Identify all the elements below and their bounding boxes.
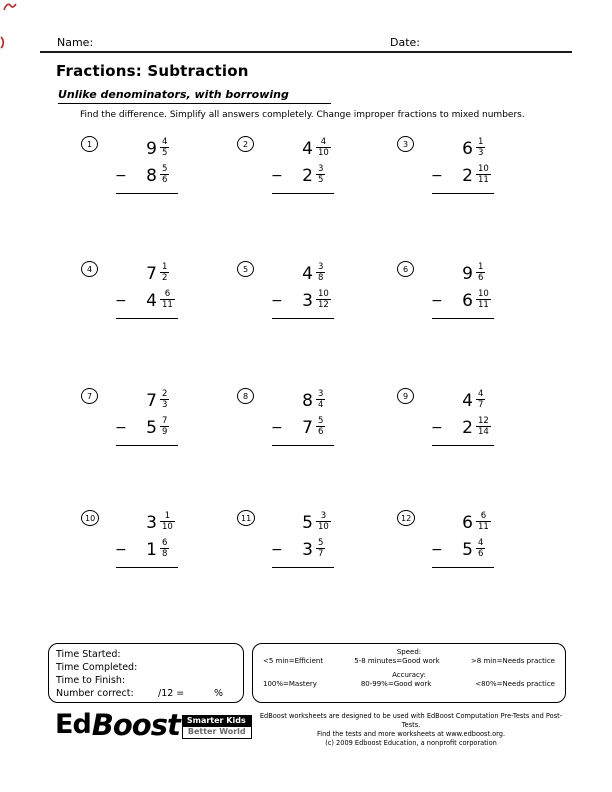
minuend-row xyxy=(115,135,229,162)
minuend-whole-number: 7 xyxy=(146,263,157,284)
minuend-denominator: 8 xyxy=(318,273,324,283)
subtrahend-numerator: 6 xyxy=(162,538,168,548)
minuend-numerator: 1 xyxy=(478,262,484,272)
minuend-row xyxy=(431,509,545,536)
problem-number-badge: 10 xyxy=(81,510,99,526)
answer-line xyxy=(272,318,334,319)
timing-score-box xyxy=(48,643,244,703)
accuracy-label: Accuracy: xyxy=(392,671,426,679)
problem xyxy=(233,258,385,358)
minuend-denominator: 11 xyxy=(478,522,489,532)
subtrahend-denominator: 6 xyxy=(162,175,168,185)
minuend-numerator: 6 xyxy=(476,511,491,522)
subtrahend-denominator: 14 xyxy=(478,427,489,437)
subtrahend-numerator: 6 xyxy=(160,289,175,300)
subtrahend-row xyxy=(271,536,385,563)
time-started-label: Time Started: xyxy=(56,649,121,660)
number-correct-label: Number correct: xyxy=(56,688,134,699)
problem xyxy=(77,133,229,233)
subtrahend-row xyxy=(271,287,385,314)
minuend-numerator: 2 xyxy=(162,389,168,399)
subtrahend-row xyxy=(115,287,229,314)
minuend-denominator: 10 xyxy=(162,522,173,532)
problem-work-area xyxy=(233,133,385,194)
subtrahend-numerator: 4 xyxy=(478,538,484,548)
problem xyxy=(393,133,545,233)
minus-sign: − xyxy=(431,167,443,184)
minuend-denominator: 10 xyxy=(318,522,329,532)
problem-number-badge: 11 xyxy=(237,510,255,526)
footer-note xyxy=(253,712,569,748)
problem-number-badge: 2 xyxy=(237,136,254,152)
minuend-numerator: 3 xyxy=(318,262,324,272)
subtrahend-whole-number: 2 xyxy=(302,165,313,186)
problem-work-area xyxy=(77,258,229,319)
minuend-denominator: 7 xyxy=(478,400,484,410)
answer-line xyxy=(272,193,334,194)
minus-sign: − xyxy=(115,419,127,436)
minuend-whole-number: 4 xyxy=(302,138,313,159)
subtrahend-numerator: 10 xyxy=(478,164,489,174)
answer-line xyxy=(116,193,178,194)
subtrahend-row xyxy=(431,414,545,441)
minuend-whole-number: 6 xyxy=(462,138,473,159)
problem xyxy=(393,385,545,485)
problem-number-badge: 8 xyxy=(237,388,254,404)
minuend-whole-number: 7 xyxy=(146,390,157,411)
minuend-row xyxy=(115,260,229,287)
speed-label: Speed: xyxy=(396,648,422,656)
time-completed-label: Time Completed: xyxy=(56,662,138,673)
minus-sign: − xyxy=(271,419,283,436)
subtrahend-denominator: 6 xyxy=(478,549,484,559)
minuend-fraction xyxy=(160,511,175,532)
answer-line xyxy=(116,445,178,446)
page-title: Fractions: Subtraction xyxy=(56,62,249,80)
minuend-row xyxy=(431,135,545,162)
subtrahend-numerator: 5 xyxy=(162,164,168,174)
subtrahend-whole-number: 4 xyxy=(146,290,157,311)
number-correct-row xyxy=(56,687,237,700)
date-label: Date: xyxy=(390,36,420,49)
name-label: Name: xyxy=(57,36,94,49)
subtrahend-whole-number: 2 xyxy=(462,165,473,186)
problem xyxy=(233,507,385,607)
speed-row xyxy=(263,657,555,666)
subtrahend-whole-number: 5 xyxy=(146,417,157,438)
header-rule xyxy=(40,51,572,53)
subtrahend-fraction xyxy=(476,416,491,437)
minuend-fraction xyxy=(476,389,485,410)
minuend-fraction xyxy=(160,137,169,158)
subtrahend-row xyxy=(115,536,229,563)
subtrahend-whole-number: 5 xyxy=(462,539,473,560)
problem-work-area xyxy=(233,258,385,319)
speed-item-efficient: <5 min=Efficient xyxy=(263,657,324,665)
subtrahend-whole-number: 8 xyxy=(146,165,157,186)
problem xyxy=(233,385,385,485)
logo-boost-text: Boost xyxy=(91,708,180,742)
subtrahend-numerator: 12 xyxy=(478,416,489,426)
problem-work-area xyxy=(393,258,545,319)
time-to-finish-label: Time to Finish: xyxy=(56,675,126,686)
minuend-fraction xyxy=(476,511,491,532)
subtrahend-row xyxy=(431,536,545,563)
subtrahend-row xyxy=(115,162,229,189)
subtrahend-denominator: 6 xyxy=(318,427,324,437)
edboost-logo xyxy=(55,708,252,742)
subtrahend-whole-number: 3 xyxy=(302,290,313,311)
minuend-whole-number: 9 xyxy=(462,263,473,284)
minuend-whole-number: 4 xyxy=(462,390,473,411)
minus-sign: − xyxy=(115,292,127,309)
subtrahend-denominator: 7 xyxy=(318,549,324,559)
problem-number-badge: 9 xyxy=(397,388,414,404)
problem-number-badge: 6 xyxy=(397,261,414,277)
minuend-denominator: 10 xyxy=(318,148,329,158)
subtrahend-whole-number: 1 xyxy=(146,539,157,560)
minuend-whole-number: 9 xyxy=(146,138,157,159)
footer-note-line-1: EdBoost worksheets are designed to be used with EdBoost Computation Pre-Tests and Post-Tests. xyxy=(259,712,563,729)
problem-work-area xyxy=(393,133,545,194)
worksheet-subtitle: Unlike denominators, with borrowing xyxy=(58,88,331,104)
problem xyxy=(393,258,545,358)
subtrahend-denominator: 11 xyxy=(162,300,173,310)
subtrahend-fraction xyxy=(316,538,325,559)
problem-work-area xyxy=(77,385,229,446)
problem xyxy=(393,507,545,607)
subtrahend-whole-number: 2 xyxy=(462,417,473,438)
minuend-fraction xyxy=(160,389,169,410)
subtrahend-denominator: 5 xyxy=(318,175,324,185)
minus-sign: − xyxy=(271,292,283,309)
minus-sign: − xyxy=(271,167,283,184)
subtrahend-numerator: 3 xyxy=(318,164,324,174)
subtrahend-row xyxy=(271,162,385,189)
minuend-whole-number: 3 xyxy=(146,512,157,533)
minuend-numerator: 3 xyxy=(316,511,331,522)
subtrahend-fraction xyxy=(160,289,175,310)
score-fragment: /12 = xyxy=(158,688,185,699)
subtrahend-whole-number: 6 xyxy=(462,290,473,311)
speed-item-needs-practice: >8 min=Needs practice xyxy=(470,657,555,665)
accuracy-item-good-work: 80-99%=Good work xyxy=(360,680,432,688)
answer-line xyxy=(272,445,334,446)
problem-number-badge: 4 xyxy=(81,261,98,277)
minus-sign: − xyxy=(115,541,127,558)
subtrahend-denominator: 8 xyxy=(162,549,168,559)
subtrahend-row xyxy=(115,414,229,441)
problem-number-badge: 7 xyxy=(81,388,98,404)
subtrahend-row xyxy=(431,162,545,189)
minuend-denominator: 6 xyxy=(478,273,484,283)
subtrahend-denominator: 11 xyxy=(478,300,489,310)
logo-ed-text: Ed xyxy=(55,709,91,740)
subtrahend-fraction xyxy=(476,538,485,559)
subtrahend-fraction xyxy=(476,289,491,310)
minuend-fraction xyxy=(476,137,485,158)
minuend-numerator: 1 xyxy=(478,137,484,147)
logo-tagline xyxy=(182,715,252,739)
logo-tagline-top: Smarter Kids xyxy=(182,715,252,727)
subtrahend-numerator: 5 xyxy=(318,538,324,548)
red-pen-mark-left-edge xyxy=(0,36,6,49)
speed-item-good-work: 5-8 minutes=Good work xyxy=(354,657,440,665)
problem-work-area xyxy=(233,507,385,568)
subtrahend-fraction xyxy=(316,289,331,310)
problem-work-area xyxy=(77,507,229,568)
minus-sign: − xyxy=(271,541,283,558)
answer-line xyxy=(432,193,494,194)
minuend-row xyxy=(431,387,545,414)
subtrahend-denominator: 12 xyxy=(318,300,329,310)
minuend-row xyxy=(271,509,385,536)
minuend-fraction xyxy=(316,137,331,158)
minuend-whole-number: 8 xyxy=(302,390,313,411)
minuend-numerator: 1 xyxy=(160,511,175,522)
minuend-row xyxy=(115,387,229,414)
problem xyxy=(77,258,229,358)
minuend-row xyxy=(271,387,385,414)
answer-line xyxy=(116,567,178,568)
answer-line xyxy=(116,318,178,319)
minuend-row xyxy=(271,135,385,162)
subtrahend-fraction xyxy=(476,164,491,185)
minuend-whole-number: 5 xyxy=(302,512,313,533)
problem-number-badge: 12 xyxy=(397,510,415,526)
minuend-fraction xyxy=(316,262,325,283)
subtrahend-fraction xyxy=(316,164,325,185)
minuend-row xyxy=(431,260,545,287)
problem xyxy=(233,133,385,233)
minuend-fraction xyxy=(160,262,169,283)
minuend-denominator: 3 xyxy=(478,148,484,158)
instructions-text: Find the difference. Simplify all answers completely. Change improper fractions to mixed numbers. xyxy=(80,110,525,120)
minuend-fraction xyxy=(316,389,325,410)
minus-sign: − xyxy=(115,167,127,184)
problem-work-area xyxy=(233,385,385,446)
answer-line xyxy=(272,567,334,568)
minuend-fraction xyxy=(476,262,485,283)
minus-sign: − xyxy=(431,541,443,558)
minuend-denominator: 5 xyxy=(162,148,168,158)
minuend-row xyxy=(271,260,385,287)
minuend-denominator: 2 xyxy=(162,273,168,283)
subtrahend-fraction xyxy=(316,416,325,437)
minuend-numerator: 1 xyxy=(162,262,168,272)
minus-sign: − xyxy=(431,419,443,436)
minuend-whole-number: 4 xyxy=(302,263,313,284)
footer-note-line-3: (c) 2009 Edboost Education, a nonprofit corporation xyxy=(325,739,497,747)
subtrahend-numerator: 10 xyxy=(318,289,329,299)
red-pen-mark-top-left xyxy=(3,2,17,13)
minuend-denominator: 4 xyxy=(318,400,324,410)
subtrahend-row xyxy=(271,414,385,441)
minuend-denominator: 3 xyxy=(162,400,168,410)
subtrahend-fraction xyxy=(160,164,169,185)
subtrahend-numerator: 7 xyxy=(162,416,168,426)
accuracy-item-mastery: 100%=Mastery xyxy=(263,680,317,688)
footer-note-line-2: Find the tests and more worksheets at www.edboost.org. xyxy=(316,730,506,738)
answer-line xyxy=(432,567,494,568)
answer-line xyxy=(432,445,494,446)
subtrahend-numerator: 10 xyxy=(478,289,489,299)
problem-work-area xyxy=(77,133,229,194)
minuend-whole-number: 6 xyxy=(462,512,473,533)
subtrahend-fraction xyxy=(160,416,169,437)
minuend-fraction xyxy=(316,511,331,532)
problem-work-area xyxy=(393,385,545,446)
minuend-numerator: 3 xyxy=(318,389,324,399)
problem xyxy=(77,507,229,607)
problem-number-badge: 3 xyxy=(397,136,414,152)
subtrahend-whole-number: 7 xyxy=(302,417,313,438)
subtrahend-row xyxy=(431,287,545,314)
minuend-numerator: 4 xyxy=(316,137,331,148)
problem-number-badge: 5 xyxy=(237,261,254,277)
subtrahend-denominator: 9 xyxy=(162,427,168,437)
logo-tagline-bottom: Better World xyxy=(182,727,252,739)
minuend-numerator: 4 xyxy=(162,137,168,147)
subtrahend-fraction xyxy=(160,538,169,559)
minuend-row xyxy=(115,509,229,536)
minuend-numerator: 4 xyxy=(478,389,484,399)
accuracy-item-needs-practice: <80%=Needs practice xyxy=(475,680,555,688)
problem-number-badge: 1 xyxy=(81,136,98,152)
problem-work-area xyxy=(393,507,545,568)
problem xyxy=(77,385,229,485)
subtrahend-denominator: 11 xyxy=(478,175,489,185)
rubric-box xyxy=(252,643,566,703)
accuracy-row xyxy=(263,680,555,689)
minus-sign: − xyxy=(431,292,443,309)
answer-line xyxy=(432,318,494,319)
subtrahend-numerator: 5 xyxy=(318,416,324,426)
subtrahend-whole-number: 3 xyxy=(302,539,313,560)
percent-label: % xyxy=(214,688,224,699)
